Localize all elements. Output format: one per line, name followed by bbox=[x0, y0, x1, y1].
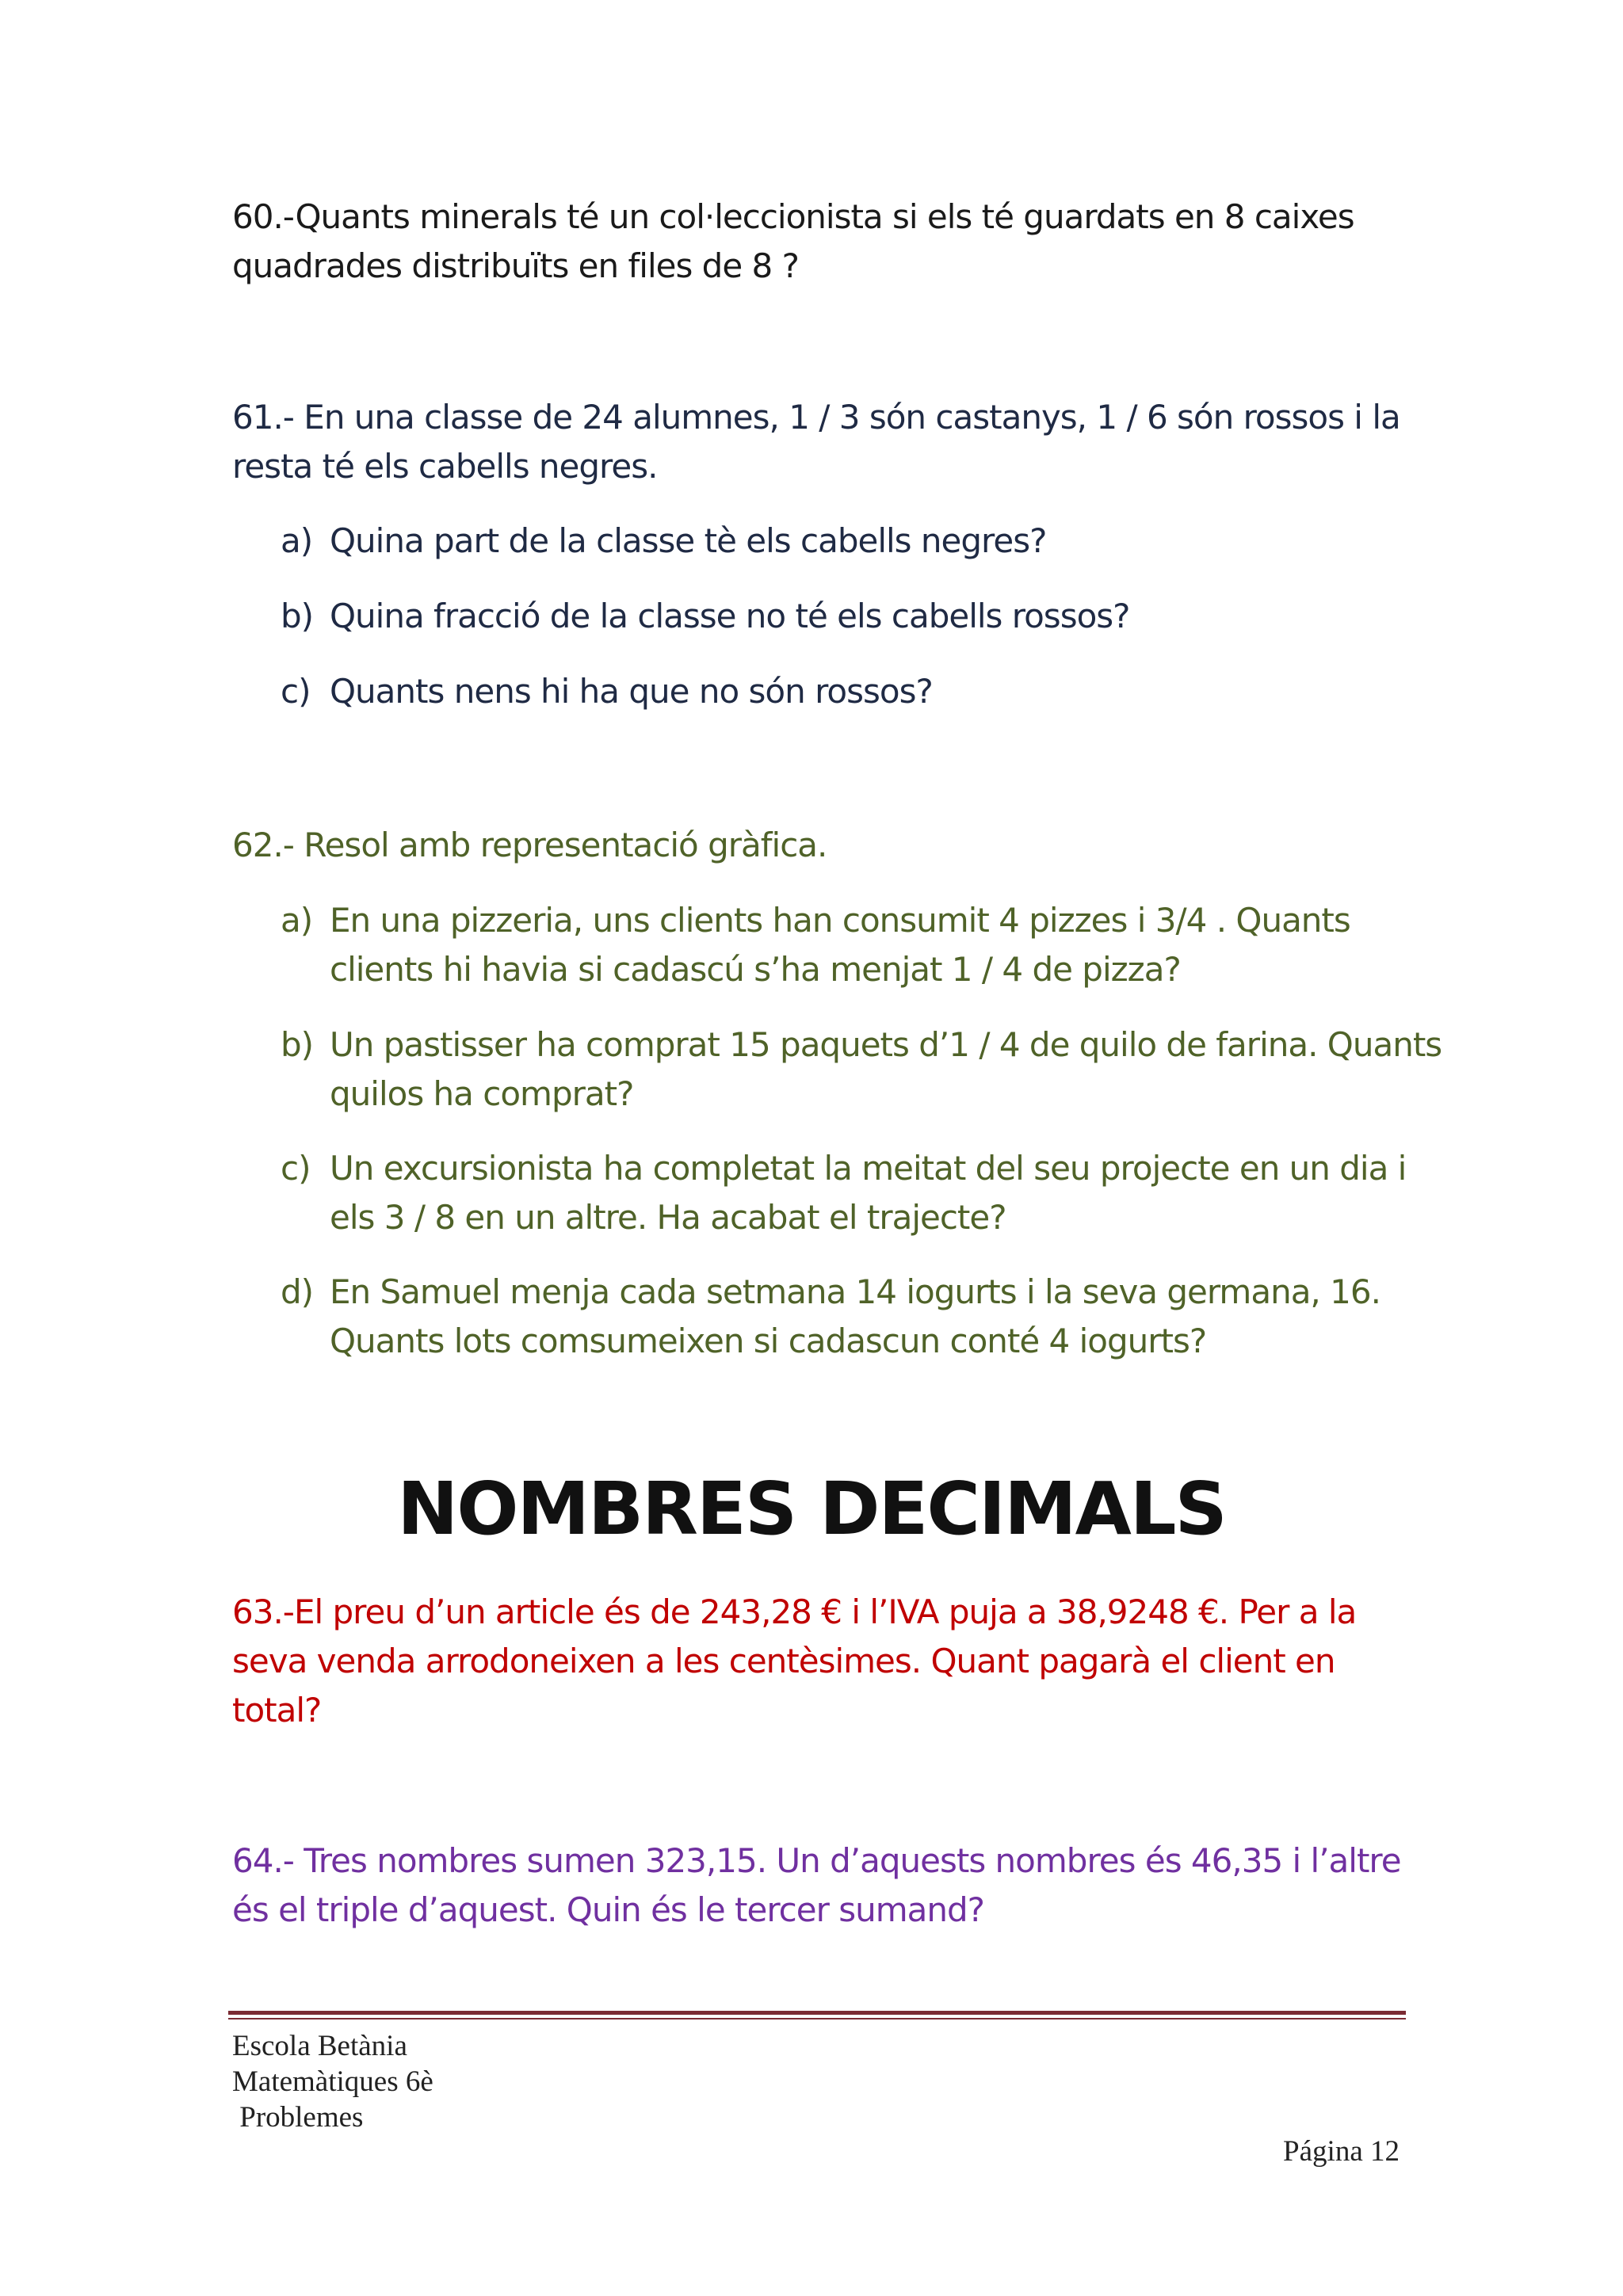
footer-subject: Matemàtiques 6è bbox=[232, 2065, 433, 2098]
problem-63: 63.-El preu d’un article és de 243,28 € i l’IVA puja a 38,9248 €. Per a la seva venda arrodoneixen a les centèsimes. Quant pagarà el client en total? bbox=[232, 1592, 1357, 1730]
section-title: NOMBRES DECIMALS bbox=[397, 1466, 1226, 1551]
item-label: b) bbox=[281, 597, 314, 635]
page-number: Página 12 bbox=[1283, 2135, 1400, 2168]
problem-62-item-c bbox=[281, 1144, 1455, 1242]
problem-61-item-a bbox=[281, 517, 1455, 566]
problem-64: 64.- Tres nombres sumen 323,15. Un d’aquests nombres és 46,35 i l’altre és el triple d’aquest. Quin és le tercer sumand? bbox=[232, 1841, 1401, 1929]
footer-rule-thin bbox=[228, 2018, 1406, 2019]
footer-school: Escola Betània bbox=[232, 2030, 407, 2062]
item-text: En una pizzeria, uns clients han consumit 4 pizzes i 3/4 . Quants clients hi havia si cadascú s’ha menjat 1 / 4 de pizza? bbox=[330, 901, 1350, 989]
item-label: d) bbox=[281, 1272, 314, 1311]
item-label: a) bbox=[281, 521, 313, 560]
problem-62-item-a bbox=[281, 896, 1455, 994]
problem-61-item-b bbox=[281, 592, 1455, 641]
item-text: Un pastisser ha comprat 15 paquets d’1 / 4 de quilo de farina. Quants quilos ha comprat? bbox=[330, 1025, 1442, 1113]
problem-62: 62.- Resol amb representació gràfica. bbox=[232, 826, 827, 864]
problem-61-item-c bbox=[281, 667, 1455, 716]
item-text: Un excursionista ha completat la meitat del seu projecte en un dia i els 3 / 8 en un altre. Ha acabat el trajecte? bbox=[330, 1149, 1407, 1237]
problem-60: 60.-Quants minerals té un col·leccionista si els té guardats en 8 caixes quadrades distribuïts en files de 8 ? bbox=[232, 197, 1354, 285]
item-label: c) bbox=[281, 672, 311, 711]
problem-62-item-d bbox=[281, 1268, 1455, 1366]
item-text: Quants nens hi ha que no són rossos? bbox=[330, 672, 933, 711]
item-label: a) bbox=[281, 901, 313, 940]
item-label: c) bbox=[281, 1149, 311, 1188]
item-text: Quina fracció de la classe no té els cabells rossos? bbox=[330, 597, 1130, 635]
item-text: Quina part de la classe tè els cabells negres? bbox=[330, 521, 1047, 560]
footer-topic: Problemes bbox=[232, 2101, 364, 2134]
footer-rule-thick bbox=[228, 2011, 1406, 2015]
item-text: En Samuel menja cada setmana 14 iogurts i la seva germana, 16. Quants lots comsumeixen si cadascun conté 4 iogurts? bbox=[330, 1272, 1381, 1360]
problem-61: 61.- En una classe de 24 alumnes, 1 / 3 són castanys, 1 / 6 són rossos i la resta té els cabells negres. bbox=[232, 398, 1400, 486]
item-label: b) bbox=[281, 1025, 314, 1064]
problem-62-item-b bbox=[281, 1020, 1455, 1119]
footer bbox=[232, 2028, 433, 2135]
